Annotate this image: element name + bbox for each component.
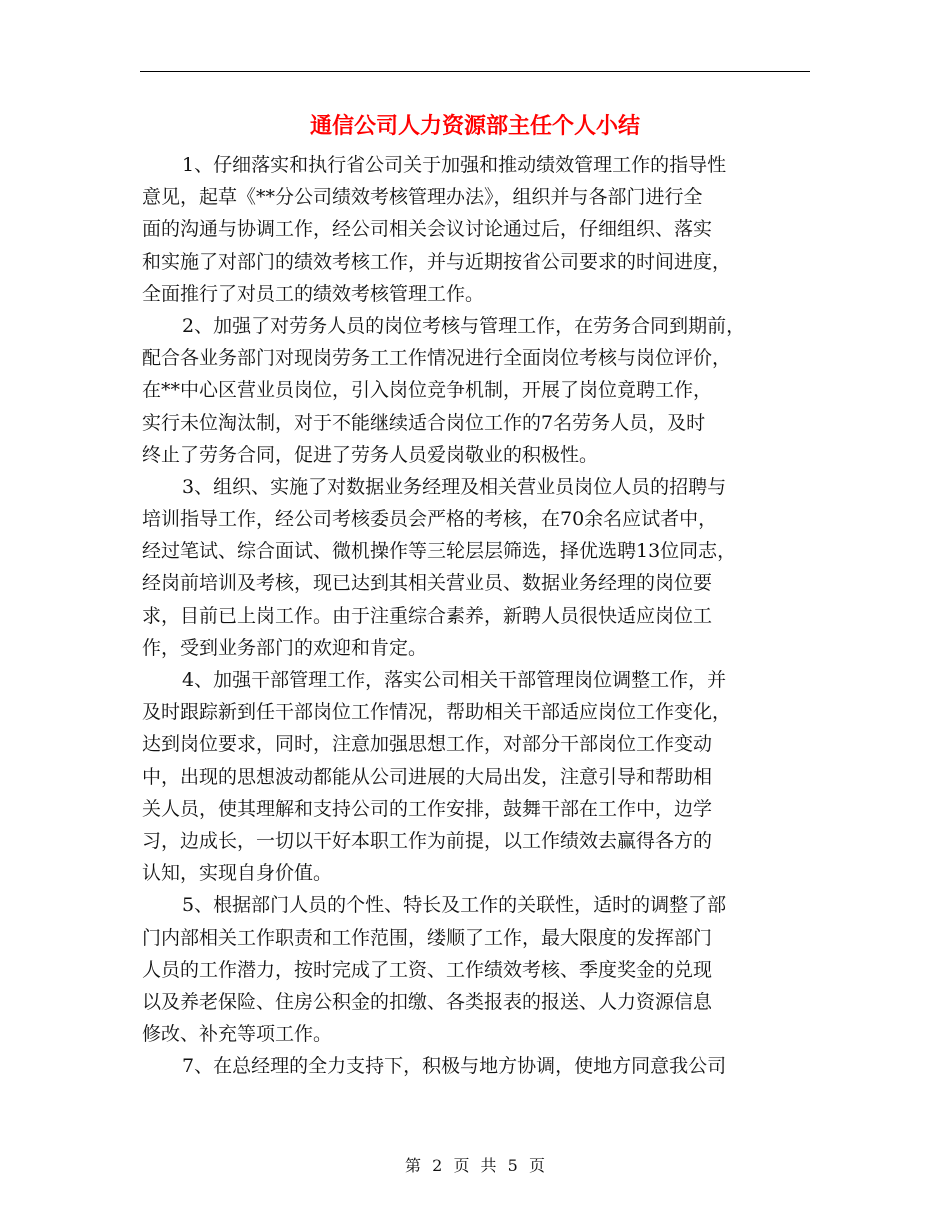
paragraph-line: 作，受到业务部门的欢迎和肯定。 [142,636,428,659]
paragraph-line: 7、在总经理的全力支持下，积极与地方协调，使地方同意我公司 [182,1055,727,1078]
footer-page-number: 2 [432,1156,443,1175]
paragraph-line: 中，出现的思想波动都能从公司进展的大局出发，注意引导和帮助相 [142,765,713,788]
paragraph-line: 修改、补充等项工作。 [142,1023,333,1046]
paragraph-line: 达到岗位要求，同时，注意加强思想工作，对部分干部岗位工作变动 [142,733,713,756]
paragraph-line: 人员的工作潜力，按时完成了工资、工作绩效考核、季度奖金的兑现 [142,958,713,981]
paragraph-line: 配合各业务部门对现岗劳务工工作情况进行全面岗位考核与岗位评价， [142,347,732,370]
paragraph-line: 面的沟通与协调工作，经公司相关会议讨论通过后，仔细组织、落实 [142,218,713,241]
paragraph-line: 意见，起草《**分公司绩效考核管理办法》，组织并与各部门进行全 [142,186,703,209]
paragraph-line: 认知，实现自身价值。 [142,862,333,885]
paragraph-line: 3、组织、实施了对数据业务经理及相关营业员岗位人员的招聘与 [182,475,727,498]
footer-ye: 页 [453,1156,470,1175]
paragraph-line: 习，边成长，一切以干好本职工作为前提，以工作绩效去赢得各方的 [142,829,713,852]
paragraph-line: 2、加强了对劳务人员的岗位考核与管理工作，在劳务合同到期前， [182,314,746,337]
page-footer [0,1153,950,1176]
paragraph-line: 经过笔试、综合面试、微机操作等三轮层层筛选，择优选聘13位同志， [142,540,737,563]
paragraph-line: 1、仔细落实和执行省公司关于加强和推动绩效管理工作的指导性 [182,154,727,176]
paragraph-line: 经岗前培训及考核，现已达到其相关营业员、数据业务经理的岗位要 [142,572,713,595]
paragraph-line: 和实施了对部门的绩效考核工作，并与近期按省公司要求的时间进度， [142,250,732,273]
paragraph-line: 求，目前已上岗工作。由于注重综合素养，新聘人员很快适应岗位工 [142,604,713,627]
paragraph-line: 及时跟踪新到任干部岗位工作情况，帮助相关干部适应岗位工作变化， [142,701,732,724]
paragraph-line: 以及养老保险、住房公积金的扣缴、各类报表的报送、人力资源信息 [142,990,713,1013]
document-title: 通信公司人力资源部主任个人小结 [309,113,640,139]
paragraph-line: 在**中心区营业员岗位，引入岗位竞争机制，开展了岗位竟聘工作， [142,379,713,402]
paragraph-line: 门内部相关工作职责和工作范围，缕顺了工作，最大限度的发挥部门 [142,926,713,949]
paragraph-line: 5、根据部门人员的个性、特长及工作的关联性，适时的调整了部 [182,894,727,917]
document-body [142,149,812,1082]
footer-gong: 共 [480,1156,497,1175]
paragraph-line: 实行未位淘汰制，对于不能继续适合岗位工作的7名劳务人员，及时 [142,411,706,434]
header-rule [140,71,810,72]
paragraph-line: 全面推行了对员工的绩效考核管理工作。 [142,282,485,305]
paragraph-line: 关人员，使其理解和支持公司的工作安排，鼓舞干部在工作中，边学 [142,797,713,820]
footer-di: 第 [405,1156,422,1175]
paragraph-line: 培训指导工作，经公司考核委员会严格的考核，在70余名应试者中， [142,508,718,531]
paragraph-line: 4、加强干部管理工作，落实公司相关干部管理岗位调整工作，并 [182,669,727,691]
paragraph-line: 终止了劳务合同，促进了劳务人员爱岗敬业的积极性。 [142,443,599,466]
footer-ye2: 页 [528,1156,545,1175]
footer-total-pages: 5 [507,1156,518,1175]
